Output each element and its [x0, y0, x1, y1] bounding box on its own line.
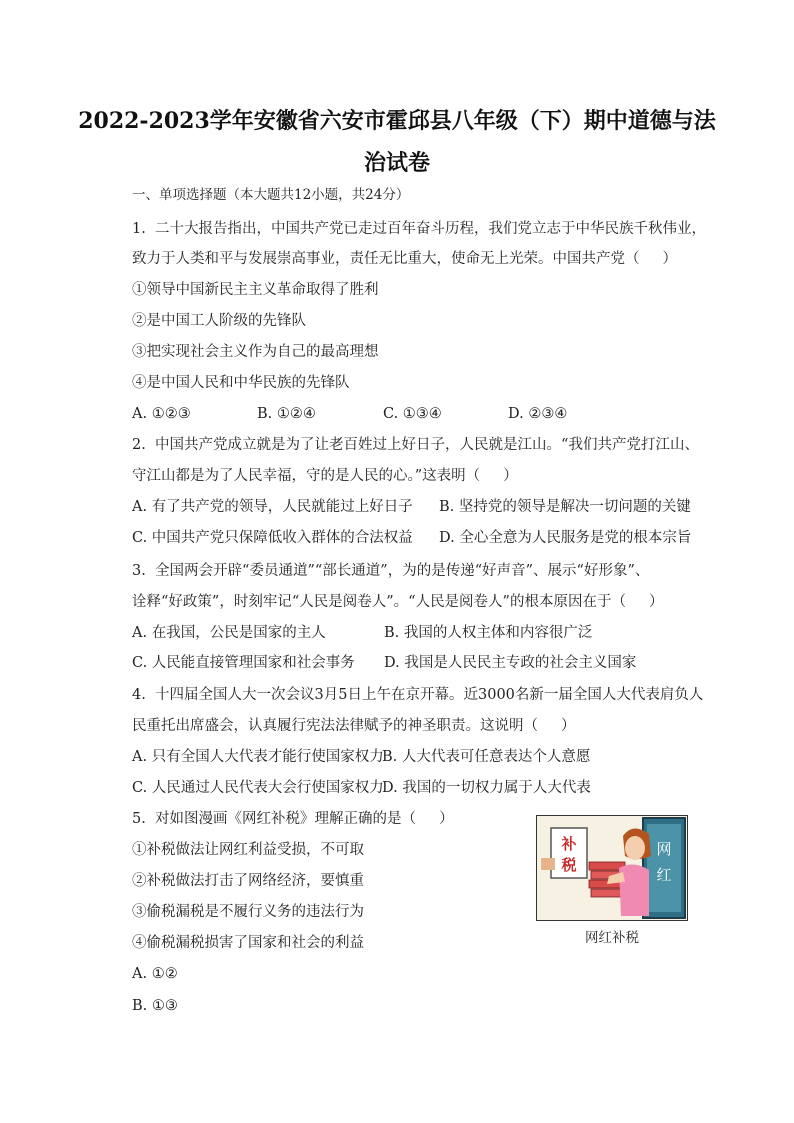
q2-option-b: B. 坚持党的领导是解决一切问题的关键: [439, 499, 691, 515]
q1-option-b: B. ①②④: [257, 406, 316, 422]
q1-item-1: ①领导中国新民主主义革命取得了胜利: [132, 282, 379, 298]
q4-option-c: C. 人民通过人民代表大会行使国家权力: [132, 780, 384, 796]
q2-stem-line2: 守江山都是为了人民幸福，守的是人民的心。”这表明（ ）: [132, 468, 518, 484]
q4-option-d: D. 我国的一切权力属于人大代表: [382, 780, 591, 796]
exam-title-line1: 2022-2023学年安徽省六安市霍邱县八年级（下）期中道德与法: [78, 108, 716, 134]
q2-stem-line1: 2. 中国共产党成立就是为了让老百姓过上好日子，人民就是江山。“我们共产党打江山、: [132, 437, 699, 453]
dress-shape: [619, 864, 649, 916]
q3-option-d: D. 我国是人民民主专政的社会主义国家: [384, 655, 637, 671]
face-shape: [625, 836, 645, 860]
q1-item-2: ②是中国工人阶级的先锋队: [132, 313, 306, 329]
sign-char-1: 补: [561, 835, 577, 853]
q3-option-b: B. 我国的人权主体和内容很广泛: [384, 625, 593, 641]
q5-stem: 5. 对如图漫画《网红补税》理解正确的是（ ）: [132, 811, 454, 827]
exam-title-line2: 治试卷: [363, 150, 430, 176]
q1-item-4: ④是中国人民和中华民族的先锋队: [132, 375, 350, 391]
sign-char-2: 税: [561, 856, 577, 874]
section-heading: 一、单项选择题（本大题共12小题，共24分）: [132, 187, 410, 203]
q5-item-3: ③偷税漏税是不履行义务的违法行为: [132, 904, 364, 920]
q4-stem-line2: 民重托出席盛会，认真履行宪法法律赋予的神圣职责。这说明（ ）: [132, 718, 576, 734]
cartoon-caption: 网红补税: [585, 930, 639, 946]
q4-stem-line1: 4. 十四届全国人大一次会议3月5日上午在京开幕。近3000名新一届全国人大代表肩负人: [132, 687, 704, 703]
q3-option-c: C. 人民能直接管理国家和社会事务: [132, 655, 355, 671]
q4-option-b: B. 人大代表可任意表达个人意愿: [382, 749, 591, 765]
q3-stem-line1: 3. 全国两会开辟“委员通道”“部长通道”，为的是传递“好声音”、展示“好形象”、: [132, 563, 650, 579]
q5-item-4: ④偷税漏税损害了国家和社会的利益: [132, 935, 364, 951]
q5-option-a: A. ①②: [132, 966, 178, 982]
q2-option-c: C. 中国共产党只保障低收入群体的合法权益: [132, 530, 413, 546]
screen-char-1: 网: [656, 840, 672, 858]
q2-option-d: D. 全心全意为人民服务是党的根本宗旨: [439, 530, 692, 546]
q1-option-a: A. ①②③: [132, 406, 191, 422]
q4-option-a: A. 只有全国人大代表才能行使国家权力: [132, 749, 384, 765]
cartoon-drawing: [537, 816, 687, 920]
q1-stem-line2: 致力于人类和平与发展崇高事业，责任无比重大，使命无上光荣。中国共产党（ ）: [132, 251, 678, 267]
q3-stem-line2: 诠释“好政策”，时刻牢记“人民是阅卷人”。“人民是阅卷人”的根本原因在于（ ）: [132, 594, 664, 610]
screen-char-2: 红: [656, 866, 672, 884]
q1-option-d: D. ②③④: [508, 406, 568, 422]
cartoon-illustration: [536, 815, 688, 921]
q5-item-1: ①补税做法让网红利益受损，不可取: [132, 842, 364, 858]
q3-option-a: A. 在我国，公民是国家的主人: [132, 625, 326, 641]
q1-option-c: C. ①③④: [383, 406, 442, 422]
q2-option-a: A. 有了共产党的领导，人民就能过上好日子: [132, 499, 413, 515]
q5-option-b: B. ①③: [132, 998, 178, 1014]
hand-icon: [541, 858, 555, 870]
q1-item-3: ③把实现社会主义作为自己的最高理想: [132, 344, 379, 360]
q5-item-2: ②补税做法打击了网络经济，要慎重: [132, 873, 364, 889]
q1-stem-line1: 1. 二十大报告指出，中国共产党已走过百年奋斗历程，我们党立志于中华民族千秋伟业，: [132, 221, 707, 237]
